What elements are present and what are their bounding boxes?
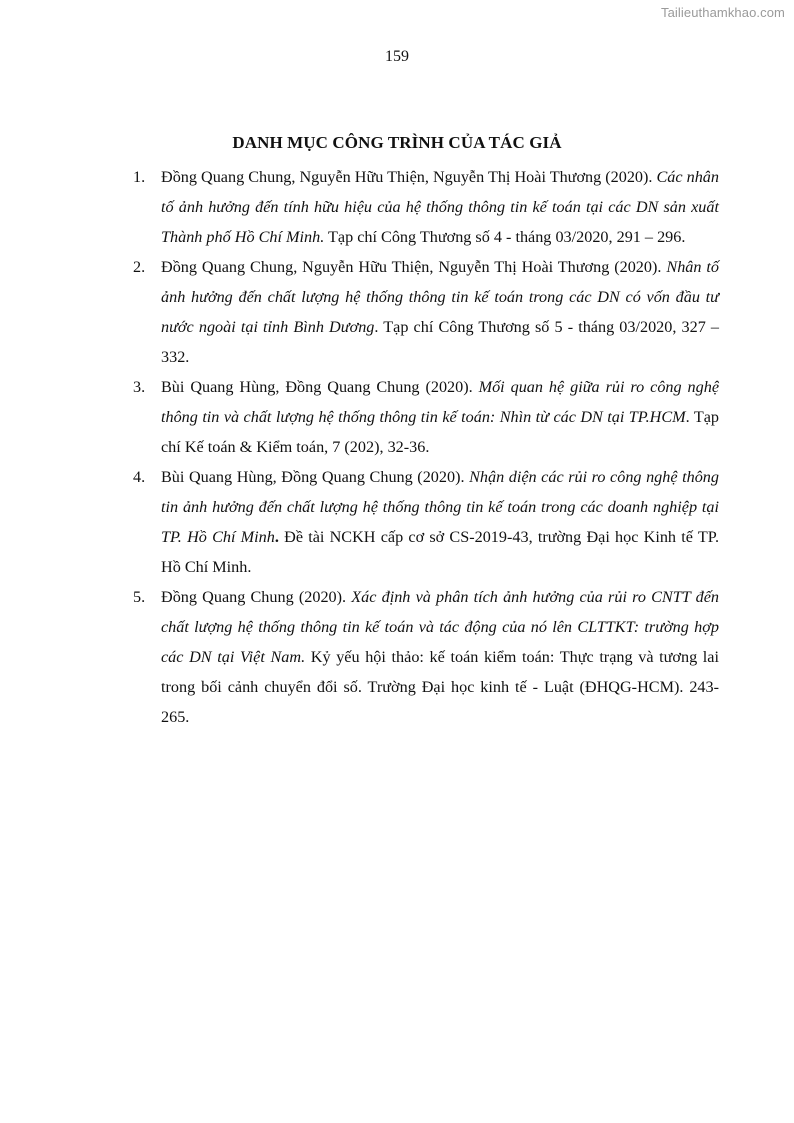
item-title: Nhận diện các rủi ro công nghệ thông tin ảnh hưởng đến chất lượng hệ thống thông tin kế toán trong các doanh nghiệp tại TP. Hồ Chí Minh <box>161 468 719 546</box>
item-number: 1. <box>133 168 146 186</box>
page-title: DANH MỤC CÔNG TRÌNH CỦA TÁC GIẢ <box>232 133 562 152</box>
publication-list <box>133 162 719 732</box>
publication-item <box>133 162 719 252</box>
item-source: . Tạp chí Công Thương số 5 - tháng 03/2020, 327 – 332. <box>161 318 720 366</box>
item-source: Đề tài NCKH cấp cơ sở CS-2019-43, trường Đại học Kinh tế TP. Hồ Chí Minh. <box>161 528 719 576</box>
page-number: 159 <box>385 48 409 65</box>
item-source: Kỷ yếu hội thảo: kế toán kiểm toán: Thực trạng và tương lai trong bối cảnh chuyển đổi số. Trường Đại học kinh tế - Luật (ĐHQG-HCM). 243-265. <box>161 648 719 726</box>
item-authors: Bùi Quang Hùng, Đồng Quang Chung (2020). <box>161 468 470 486</box>
item-title-end: . <box>274 528 279 546</box>
item-authors: Đồng Quang Chung, Nguyễn Hữu Thiện, Nguyễn Thị Hoài Thương (2020). <box>161 258 667 276</box>
item-title: Các nhân tố ảnh hưởng đến tính hữu hiệu của hệ thống thông tin kế toán tại các DN sản xuất Thành phố Hồ Chí Minh. <box>161 168 719 246</box>
item-authors: Đồng Quang Chung (2020). <box>161 588 352 606</box>
item-number: 3. <box>133 378 146 396</box>
watermark-text: Tailieuthamkhao.com <box>660 5 785 20</box>
item-title: Mối quan hệ giữa rủi ro công nghệ thông tin và chất lượng hệ thống thông tin kế toán: Nhìn từ các DN tại TP.HCM <box>161 378 719 426</box>
publication-item <box>133 252 719 372</box>
item-number: 2. <box>133 258 146 276</box>
item-authors: Bùi Quang Hùng, Đồng Quang Chung (2020). <box>161 378 479 396</box>
item-source: . Tạp chí Kế toán & Kiểm toán, 7 (202), 32-36. <box>161 408 719 456</box>
item-title: Nhân tố ảnh hưởng đến chất lượng hệ thống thông tin kế toán trong các DN có vốn đầu tư nước ngoài tại tỉnh Bình Dương <box>161 258 720 336</box>
item-source: Tạp chí Công Thương số 4 - tháng 03/2020, 291 – 296. <box>324 228 686 246</box>
publication-item <box>133 462 719 582</box>
item-title: Xác định và phân tích ảnh hưởng của rủi ro CNTT đến chất lượng hệ thống thông tin kế toán và tác động của nó lên CLTTKT: trường hợp các DN tại Việt Nam. <box>161 588 719 666</box>
publication-item <box>133 372 719 462</box>
publication-item <box>133 582 719 732</box>
item-number: 5. <box>133 588 146 606</box>
item-authors: Đồng Quang Chung, Nguyễn Hữu Thiện, Nguyễn Thị Hoài Thương (2020). <box>161 168 657 186</box>
item-number: 4. <box>133 468 146 486</box>
